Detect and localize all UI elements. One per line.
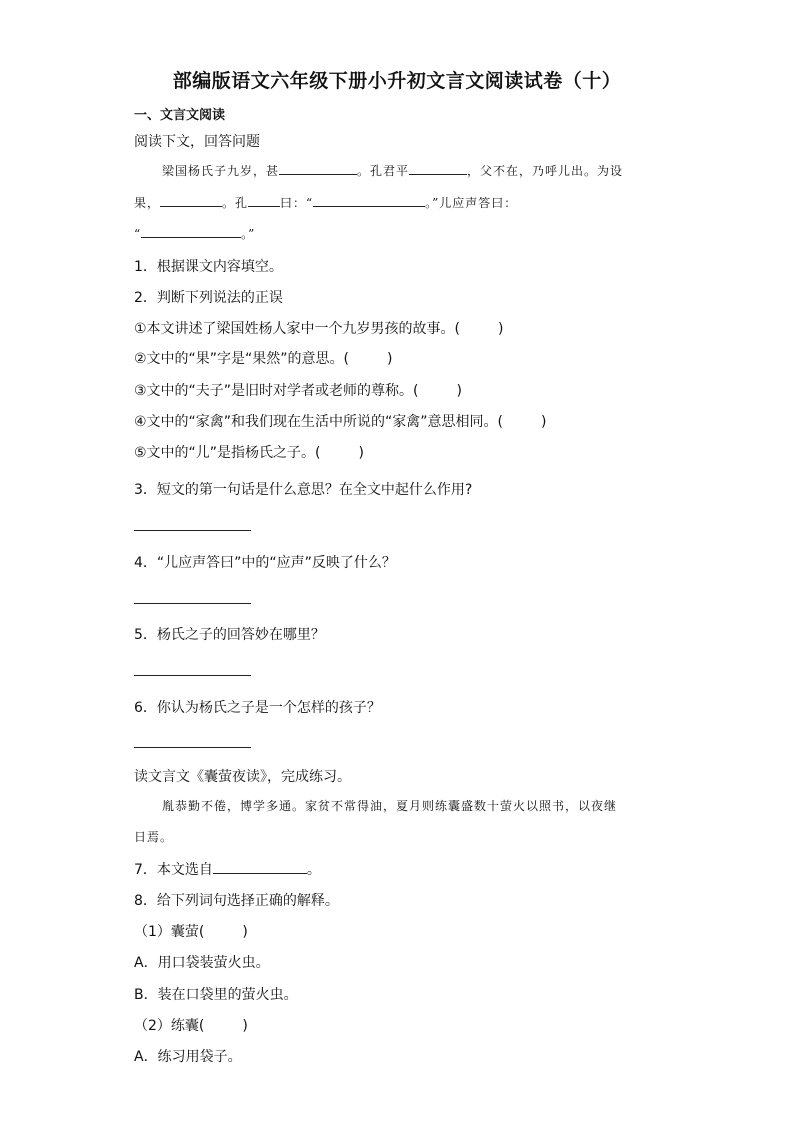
question-7: [134, 859, 321, 879]
passage-text: 。孔: [222, 196, 249, 210]
question-2: 2．判断下列说法的正误: [134, 290, 283, 306]
fill-blank[interactable]: [279, 162, 357, 175]
passage2-line-1: 胤恭勤不倦，博学多通。家贫不常得油，夏月则练囊盛数十萤火以照书，以夜继: [162, 799, 618, 813]
page-title: 部编版语文六年级下册小升初文言文阅读试卷（十）: [172, 70, 622, 92]
answer-line[interactable]: [134, 675, 251, 676]
option-b: B．装在口袋里的萤火虫。: [134, 987, 298, 1003]
judgment-close: ): [387, 351, 393, 367]
fill-blank[interactable]: [160, 194, 222, 207]
passage-line-1: [162, 162, 623, 179]
passage-text: “: [134, 227, 142, 241]
option-a: A．练习用袋子。: [134, 1049, 242, 1065]
question-8: 8．给下列词句选择正确的解释。: [134, 893, 339, 909]
sub-label: （2）练囊(: [134, 1018, 205, 1034]
passage-line-3: [134, 225, 255, 242]
judgment-close: ): [541, 414, 547, 430]
question-6: 6．你认为杨氏之子是一个怎样的孩子？: [134, 700, 381, 716]
passage-text: 。”: [241, 227, 256, 241]
judgment-item: [134, 348, 393, 368]
question-text: 7．本文选自: [134, 862, 213, 878]
judgment-item: [134, 380, 462, 400]
passage-text: 果，: [134, 196, 161, 210]
fill-blank[interactable]: [141, 225, 241, 238]
judgment-close: ): [358, 445, 364, 461]
sub-close: ): [242, 924, 248, 940]
sub-question: [134, 921, 248, 941]
passage-text: 曰：“: [280, 196, 314, 210]
sub-question: [134, 1015, 248, 1035]
passage-text: 梁国杨氏子九岁，甚: [162, 164, 280, 178]
judgment-item: [134, 411, 547, 431]
judgment-text: ③文中的“夫子”是旧时对学者或老师的尊称。(: [134, 383, 419, 399]
passage-text: 。”儿应声答曰：: [425, 196, 518, 210]
passage-text: ，父不在，乃呼儿出。为设: [467, 164, 624, 178]
question-text: 。: [306, 862, 321, 878]
judgment-text: ②文中的“果”字是“果然”的意思。(: [134, 351, 350, 367]
judgment-text: ⑤文中的“儿”是指杨氏之子。(: [134, 445, 321, 461]
fill-blank[interactable]: [409, 162, 467, 175]
judgment-text: ①本文讲述了梁国姓杨人家中一个九岁男孩的故事。(: [134, 321, 461, 337]
answer-line[interactable]: [134, 747, 251, 748]
sub-close: ): [242, 1018, 248, 1034]
fill-blank[interactable]: [213, 861, 307, 874]
judgment-close: ): [456, 383, 462, 399]
passage2-line-2: 日焉。: [134, 830, 174, 844]
passage-text: 。孔君平: [357, 164, 410, 178]
option-a: A．用口袋装萤火虫。: [134, 955, 270, 971]
fill-blank[interactable]: [248, 194, 280, 207]
section-heading: 一、文言文阅读: [134, 108, 226, 123]
instruction: 阅读下文，回答问题: [134, 134, 260, 150]
answer-line[interactable]: [134, 603, 251, 604]
judgment-close: ): [498, 321, 504, 337]
question-3: 3．短文的第一句话是什么意思？在全文中起什么作用?: [134, 482, 473, 498]
instruction: 读文言文《囊萤夜读》，完成练习。: [134, 769, 351, 785]
sub-label: （1）囊萤(: [134, 924, 205, 940]
fill-blank[interactable]: [313, 194, 425, 207]
question-5: 5．杨氏之子的回答妙在哪里？: [134, 627, 325, 643]
question-1: 1．根据课文内容填空。: [134, 259, 283, 275]
judgment-text: ④文中的“家禽”和我们现在生活中所说的“家禽”意思相同。(: [134, 414, 504, 430]
answer-line[interactable]: [134, 530, 251, 531]
judgment-item: [134, 318, 503, 338]
question-4: 4．“儿应声答曰”中的“应声”反映了什么？: [134, 555, 396, 571]
judgment-item: [134, 442, 364, 462]
passage-line-2: [134, 194, 517, 211]
